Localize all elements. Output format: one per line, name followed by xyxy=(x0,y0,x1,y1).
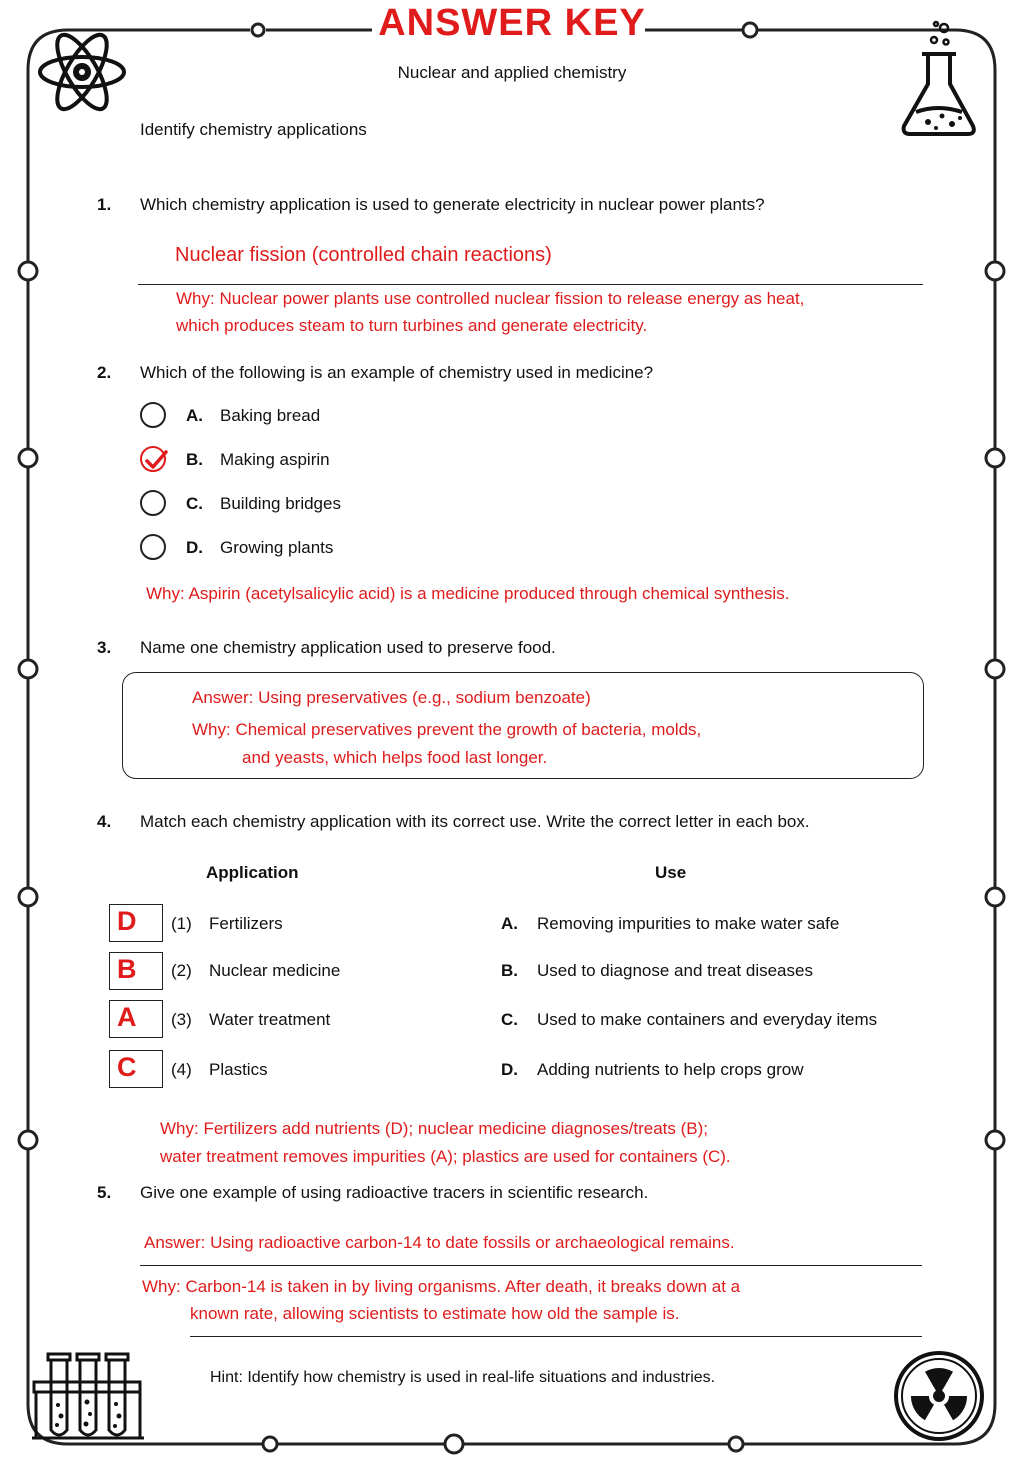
match-item-number: (4) xyxy=(171,1060,192,1079)
match-use-letter: B. xyxy=(501,961,518,980)
option-d-radio[interactable] xyxy=(140,534,166,560)
page-subtitle: Nuclear and applied chemistry xyxy=(397,63,627,82)
match-answer-letter: D xyxy=(117,906,137,936)
test-tubes-icon xyxy=(30,1350,146,1446)
match-use: Used to make containers and everyday items xyxy=(537,1010,878,1029)
match-application: Plastics xyxy=(209,1060,268,1079)
option-d-letter: D. xyxy=(186,538,203,557)
question-3-why-line2: and yeasts, which helps food last longer. xyxy=(242,748,548,767)
question-3-why-line1: Why: Chemical preservatives prevent the growth of bacteria, molds, xyxy=(192,720,702,739)
question-2-number: 2. xyxy=(97,363,112,382)
answer-line xyxy=(138,284,923,285)
section-instruction: Identify chemistry applications xyxy=(140,120,367,139)
match-item-number: (2) xyxy=(171,961,192,980)
question-3-text: Name one chemistry application used to preserve food. xyxy=(140,638,556,657)
answer-line xyxy=(140,1265,922,1266)
question-2-why: Why: Aspirin (acetylsalicylic acid) is a medicine produced through chemical synthesis. xyxy=(146,584,790,603)
checkmark-icon xyxy=(144,450,168,472)
question-4-why-line2: water treatment removes impurities (A); plastics are used for containers (C). xyxy=(160,1147,731,1166)
question-5-why-line1: Why: Carbon-14 is taken in by living organisms. After death, it breaks down at a xyxy=(142,1277,741,1296)
match-item-number: (1) xyxy=(171,914,192,933)
question-1-why-line2: which produces steam to turn turbines and generate electricity. xyxy=(176,316,648,335)
question-4-number: 4. xyxy=(97,812,112,831)
match-use-letter: A. xyxy=(501,914,518,933)
option-c-letter: C. xyxy=(186,494,203,513)
option-b-text: Making aspirin xyxy=(220,450,330,469)
option-a-letter: A. xyxy=(186,406,203,425)
option-b-letter: B. xyxy=(186,450,203,469)
question-4-text: Match each chemistry application with its correct use. Write the correct letter in each box. xyxy=(140,812,810,831)
match-use-letter: C. xyxy=(501,1010,518,1029)
question-5-number: 5. xyxy=(97,1183,112,1202)
match-use: Used to diagnose and treat diseases xyxy=(537,961,813,980)
match-item-number: (3) xyxy=(171,1010,192,1029)
question-1-number: 1. xyxy=(97,195,112,214)
question-1-answer: Nuclear fission (controlled chain reactions) xyxy=(175,244,552,266)
match-answer-letter: C xyxy=(117,1052,137,1082)
radiation-icon xyxy=(893,1350,985,1442)
question-2-text: Which of the following is an example of chemistry used in medicine? xyxy=(140,363,654,382)
match-answer-box[interactable] xyxy=(109,904,163,942)
option-a-text: Baking bread xyxy=(220,406,321,425)
question-5-text: Give one example of using radioactive tracers in scientific research. xyxy=(140,1183,649,1202)
match-answer-letter: A xyxy=(117,1002,137,1032)
question-1-text: Which chemistry application is used to generate electricity in nuclear power plants? xyxy=(140,195,765,214)
option-d-text: Growing plants xyxy=(220,538,334,557)
match-use: Removing impurities to make water safe xyxy=(537,914,840,933)
question-4-why-line1: Why: Fertilizers add nutrients (D); nuclear medicine diagnoses/treats (B); xyxy=(160,1119,708,1138)
question-5-answer: Answer: Using radioactive carbon-14 to date fossils or archaeological remains. xyxy=(144,1233,735,1252)
question-5-why-line2: known rate, allowing scientists to estimate how old the sample is. xyxy=(190,1304,680,1323)
column-header-use: Use xyxy=(655,863,687,882)
hint-text: Hint: Identify how chemistry is used in real-life situations and industries. xyxy=(210,1369,716,1386)
match-application: Water treatment xyxy=(209,1010,331,1029)
match-answer-box[interactable] xyxy=(109,952,163,990)
column-header-application: Application xyxy=(206,863,299,882)
option-c-radio[interactable] xyxy=(140,490,166,516)
match-answer-box[interactable] xyxy=(109,1000,163,1038)
match-answer-box[interactable] xyxy=(109,1050,163,1088)
page-title: ANSWER KEY xyxy=(378,2,646,44)
question-3-answer: Answer: Using preservatives (e.g., sodium benzoate) xyxy=(192,688,591,707)
question-1-why-line1: Why: Nuclear power plants use controlled nuclear fission to release energy as heat, xyxy=(176,289,805,308)
question-3-number: 3. xyxy=(97,638,112,657)
match-application: Nuclear medicine xyxy=(209,961,341,980)
answer-line xyxy=(190,1336,922,1337)
match-application: Fertilizers xyxy=(209,914,283,933)
option-c-text: Building bridges xyxy=(220,494,341,513)
match-use: Adding nutrients to help crops grow xyxy=(537,1060,804,1079)
option-a-radio[interactable] xyxy=(140,402,166,428)
match-answer-letter: B xyxy=(117,954,137,984)
match-use-letter: D. xyxy=(501,1060,518,1079)
